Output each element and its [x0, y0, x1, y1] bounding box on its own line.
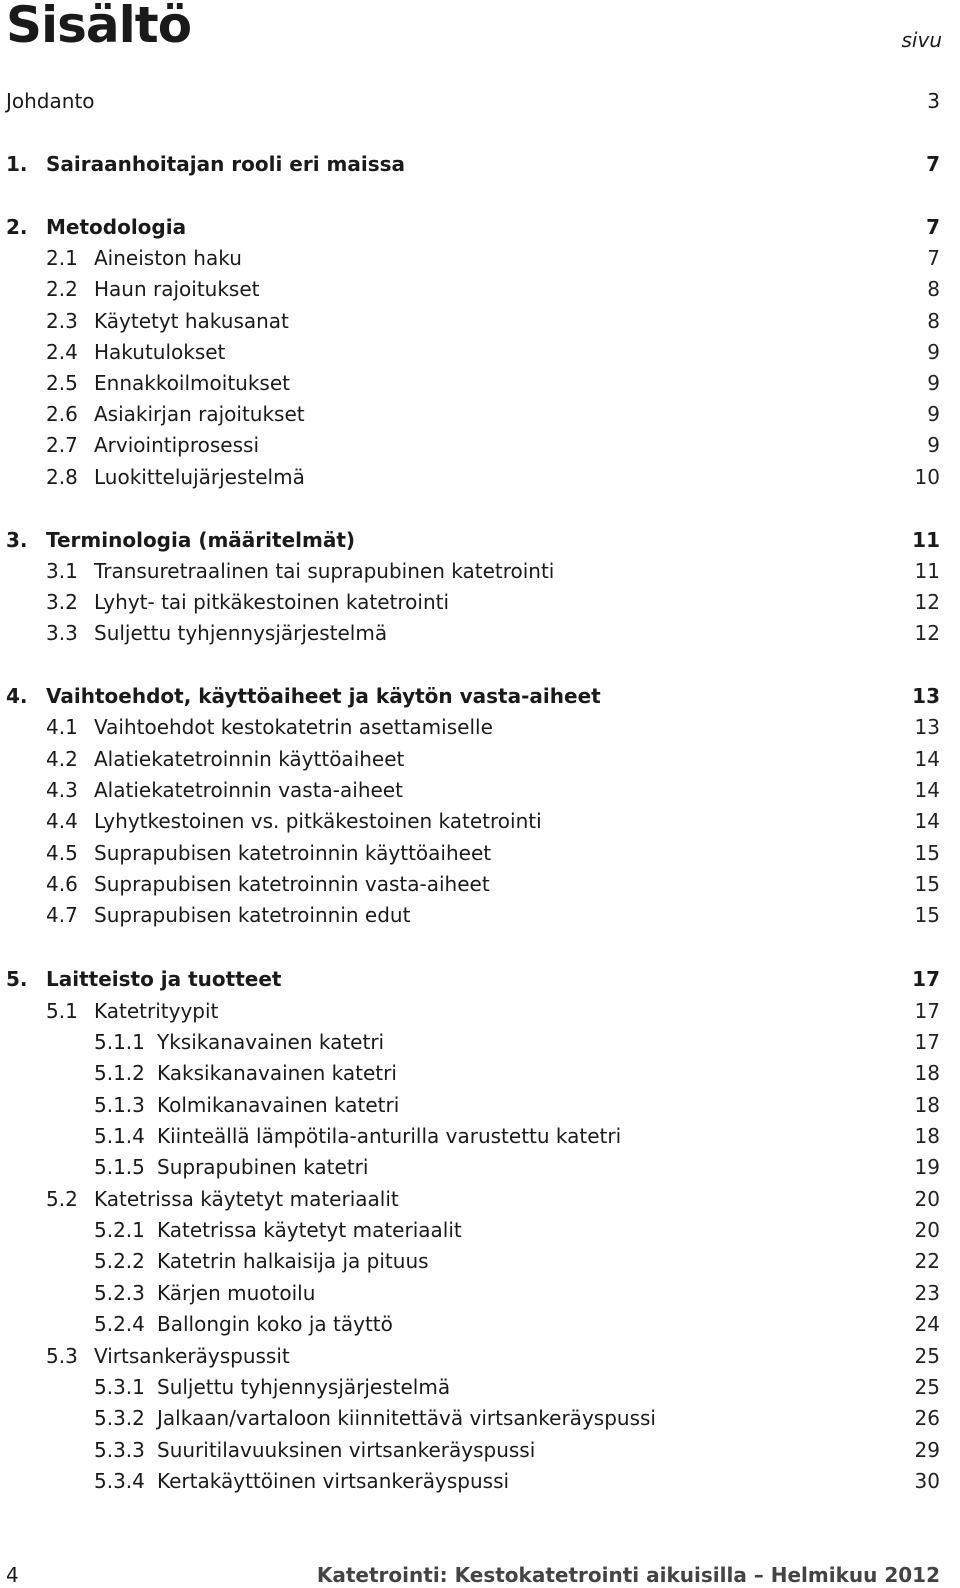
toc-entry[interactable] — [0, 900, 960, 930]
toc-entry-title: Suprapubisen katetroinnin edut — [94, 903, 411, 927]
toc-entry-number: 4.6 — [46, 872, 78, 896]
toc-entry-page: 24 — [914, 1312, 940, 1336]
toc-entry-number: 5.3.3 — [94, 1438, 145, 1462]
toc-entry-page: 14 — [914, 778, 940, 802]
toc-entry[interactable] — [0, 556, 960, 586]
toc-entry-page: 9 — [927, 433, 940, 457]
toc-entry-number: 5.1.2 — [94, 1061, 145, 1085]
toc-entry-title: Johdanto — [6, 89, 95, 113]
toc-entry[interactable] — [0, 243, 960, 273]
toc-entry-number: 5.3.2 — [94, 1406, 145, 1430]
toc-entry[interactable] — [0, 1372, 960, 1402]
toc-entry-title: Kiinteällä lämpötila-anturilla varustettu katetri — [157, 1124, 622, 1148]
toc-entry[interactable] — [0, 525, 960, 555]
toc-entry-number: 5.1.5 — [94, 1155, 145, 1179]
toc-entry-number: 4.1 — [46, 715, 78, 739]
toc-entry[interactable] — [0, 399, 960, 429]
toc-entry-page: 3 — [927, 89, 940, 113]
toc-entry[interactable] — [0, 1435, 960, 1465]
toc-entry-page: 8 — [927, 277, 940, 301]
toc-entry-number: 2.4 — [46, 340, 78, 364]
toc-entry-title: Alatiekatetroinnin käyttöaiheet — [94, 747, 405, 771]
toc-entry-title: Metodologia — [46, 215, 187, 239]
toc-entry-page: 26 — [914, 1406, 940, 1430]
toc-entry-page: 9 — [927, 402, 940, 426]
toc-entry-title: Lyhyt- tai pitkäkestoinen katetrointi — [94, 590, 450, 614]
toc-entry-title: Ballongin koko ja täyttö — [157, 1312, 393, 1336]
toc-entry-page: 9 — [927, 371, 940, 395]
toc-entry-page: 15 — [914, 841, 940, 865]
toc-entry-page: 29 — [914, 1438, 940, 1462]
toc-entry-number: 2.3 — [46, 309, 78, 333]
toc-entry-number: 2.2 — [46, 277, 78, 301]
toc-entry-page: 18 — [914, 1061, 940, 1085]
toc-entry[interactable] — [0, 775, 960, 805]
toc-entry[interactable] — [0, 430, 960, 460]
toc-entry-number: 4.3 — [46, 778, 78, 802]
toc-entry-title: Alatiekatetroinnin vasta-aiheet — [94, 778, 403, 802]
toc-entry-number: 2.8 — [46, 465, 78, 489]
toc-entry[interactable] — [0, 306, 960, 336]
toc-entry-title: Ennakkoilmoitukset — [94, 371, 290, 395]
toc-entry-number: 4.2 — [46, 747, 78, 771]
footer-publication-title: Katetrointi: Kestokatetrointi aikuisilla – Helmikuu 2012 — [316, 1563, 940, 1587]
toc-entry[interactable] — [0, 212, 960, 242]
toc-entry-page: 17 — [914, 999, 940, 1023]
toc-entry-number: 4.5 — [46, 841, 78, 865]
toc-entry-title: Suljettu tyhjennysjärjestelmä — [94, 621, 388, 645]
toc-entry-number: 5.1.3 — [94, 1093, 145, 1117]
toc-entry-page: 9 — [927, 340, 940, 364]
toc-entry-page: 7 — [926, 152, 940, 176]
toc-entry-title: Terminologia (määritelmät) — [46, 528, 356, 552]
toc-entry-title: Suljettu tyhjennysjärjestelmä — [157, 1375, 451, 1399]
toc-entry[interactable] — [0, 1027, 960, 1057]
toc-entry[interactable] — [0, 1466, 960, 1496]
toc-entry-number: 5.2.3 — [94, 1281, 145, 1305]
toc-entry-page: 11 — [912, 528, 940, 552]
toc-entry-title: Kärjen muotoilu — [157, 1281, 316, 1305]
toc-entry[interactable] — [0, 274, 960, 304]
toc-entry-title: Kertakäyttöinen virtsankeräyspussi — [157, 1469, 510, 1493]
toc-entry-number: 3.2 — [46, 590, 78, 614]
toc-entry[interactable] — [0, 462, 960, 492]
toc-entry-page: 8 — [927, 309, 940, 333]
toc-entry-title: Kolmikanavainen katetri — [157, 1093, 400, 1117]
toc-entry[interactable] — [0, 1341, 960, 1371]
toc-entry-number: 1. — [6, 152, 28, 176]
toc-entry-page: 15 — [914, 903, 940, 927]
toc-entry-page: 18 — [914, 1093, 940, 1117]
toc-entry-title: Lyhytkestoinen vs. pitkäkestoinen katetrointi — [94, 809, 542, 833]
toc-entry-page: 20 — [914, 1218, 940, 1242]
page-column-label: sivu — [901, 28, 942, 52]
toc-entry-title: Virtsankeräyspussit — [94, 1344, 290, 1368]
toc-entry-page: 11 — [914, 559, 940, 583]
toc-entry[interactable] — [0, 149, 960, 179]
toc-entry[interactable] — [0, 1309, 960, 1339]
toc-entry-page: 14 — [914, 747, 940, 771]
toc-entry-number: 2.1 — [46, 246, 78, 270]
toc-entry-number: 5.3 — [46, 1344, 78, 1368]
toc-entry-title: Arviointiprosessi — [94, 433, 259, 457]
toc-entry[interactable] — [0, 1121, 960, 1151]
toc-entry[interactable] — [0, 712, 960, 742]
toc-entry-number: 5.3.1 — [94, 1375, 145, 1399]
toc-entry-page: 18 — [914, 1124, 940, 1148]
toc-entry-title: Luokittelujärjestelmä — [94, 465, 305, 489]
toc-entry-number: 5.1 — [46, 999, 78, 1023]
toc-entry-title: Vaihtoehdot kestokatetrin asettamiselle — [94, 715, 493, 739]
toc-entry[interactable] — [0, 1058, 960, 1088]
toc-entry-page: 17 — [912, 967, 940, 991]
toc-entry-title: Suuritilavuuksinen virtsankeräyspussi — [157, 1438, 536, 1462]
footer-page-number: 4 — [6, 1563, 19, 1587]
toc-entry-number: 2.6 — [46, 402, 78, 426]
toc-entry-title: Suprapubisen katetroinnin vasta-aiheet — [94, 872, 490, 896]
toc-entry-title: Katetrin halkaisija ja pituus — [157, 1249, 429, 1273]
toc-entry[interactable] — [0, 964, 960, 994]
toc-entry-page: 23 — [914, 1281, 940, 1305]
toc-entry[interactable] — [0, 1278, 960, 1308]
toc-entry-number: 5.2.2 — [94, 1249, 145, 1273]
toc-entry-title: Transuretraalinen tai suprapubinen katetrointi — [94, 559, 555, 583]
toc-entry[interactable] — [0, 681, 960, 711]
toc-entry-number: 2.5 — [46, 371, 78, 395]
toc-entry-number: 2. — [6, 215, 28, 239]
toc-entry-title: Katetrissa käytetyt materiaalit — [94, 1187, 399, 1211]
toc-entry[interactable] — [0, 1246, 960, 1276]
toc-entry[interactable] — [0, 996, 960, 1026]
toc-entry[interactable] — [0, 368, 960, 398]
toc-entry[interactable] — [0, 869, 960, 899]
toc-entry-page: 12 — [914, 621, 940, 645]
toc-entry-page: 15 — [914, 872, 940, 896]
toc-entry-number: 3.3 — [46, 621, 78, 645]
toc-entry[interactable] — [0, 1152, 960, 1182]
toc-entry-number: 3. — [6, 528, 28, 552]
toc-entry-page: 25 — [914, 1375, 940, 1399]
toc-entry-number: 5.2.1 — [94, 1218, 145, 1242]
toc-entry-title: Katetrissa käytetyt materiaalit — [157, 1218, 462, 1242]
toc-entry-page: 17 — [914, 1030, 940, 1054]
toc-entry-page: 13 — [914, 715, 940, 739]
toc-entry-number: 3.1 — [46, 559, 78, 583]
toc-entry-number: 5.2.4 — [94, 1312, 145, 1336]
toc-entry-page: 10 — [914, 465, 940, 489]
toc-entry[interactable] — [0, 618, 960, 648]
toc-entry-page: 25 — [914, 1344, 940, 1368]
toc-entry-number: 2.7 — [46, 433, 78, 457]
toc-entry-title: Käytetyt hakusanat — [94, 309, 289, 333]
toc-entry-title: Suprapubisen katetroinnin käyttöaiheet — [94, 841, 492, 865]
toc-entry-page: 20 — [914, 1187, 940, 1211]
toc-entry-title: Katetrityypit — [94, 999, 219, 1023]
toc-entry-title: Vaihtoehdot, käyttöaiheet ja käytön vasta-aiheet — [46, 684, 601, 708]
toc-entry-title: Laitteisto ja tuotteet — [46, 967, 282, 991]
toc-entry-number: 4.7 — [46, 903, 78, 927]
toc-entry-title: Yksikanavainen katetri — [157, 1030, 385, 1054]
toc-entry[interactable] — [0, 744, 960, 774]
toc-entry-page: 7 — [926, 215, 940, 239]
toc-entry-title: Jalkaan/vartaloon kiinnitettävä virtsankeräyspussi — [157, 1406, 656, 1430]
toc-entry-title: Suprapubinen katetri — [157, 1155, 369, 1179]
toc-entry[interactable] — [0, 806, 960, 836]
toc-entry-title: Kaksikanavainen katetri — [157, 1061, 397, 1085]
toc-entry-number: 5.2 — [46, 1187, 78, 1211]
toc-entry[interactable] — [0, 587, 960, 617]
toc-entry-number: 4.4 — [46, 809, 78, 833]
toc-entry-title: Asiakirjan rajoitukset — [94, 402, 305, 426]
toc-entry-number: 5.3.4 — [94, 1469, 145, 1493]
toc-entry-number: 5. — [6, 967, 28, 991]
toc-entry-number: 5.1.1 — [94, 1030, 145, 1054]
toc-entry-page: 7 — [927, 246, 940, 270]
toc-entry-title: Hakutulokset — [94, 340, 226, 364]
toc-entry-title: Aineiston haku — [94, 246, 242, 270]
toc-entry-title: Haun rajoitukset — [94, 277, 260, 301]
toc-entry-page: 19 — [914, 1155, 940, 1179]
toc-entry[interactable] — [0, 337, 960, 367]
toc-entry[interactable] — [0, 86, 960, 116]
toc-entry-page: 13 — [912, 684, 940, 708]
toc-entry-page: 30 — [914, 1469, 940, 1493]
toc-entry[interactable] — [0, 1403, 960, 1433]
toc-entry[interactable] — [0, 838, 960, 868]
toc-entry-number: 4. — [6, 684, 28, 708]
toc-entry[interactable] — [0, 1090, 960, 1120]
page-title: Sisältö — [6, 0, 192, 54]
toc-entry-number: 5.1.4 — [94, 1124, 145, 1148]
toc-entry-page: 22 — [914, 1249, 940, 1273]
toc-entry-page: 12 — [914, 590, 940, 614]
toc-entry[interactable] — [0, 1184, 960, 1214]
toc-entry-page: 14 — [914, 809, 940, 833]
toc-entry-title: Sairaanhoitajan rooli eri maissa — [46, 152, 406, 176]
toc-entry[interactable] — [0, 1215, 960, 1245]
